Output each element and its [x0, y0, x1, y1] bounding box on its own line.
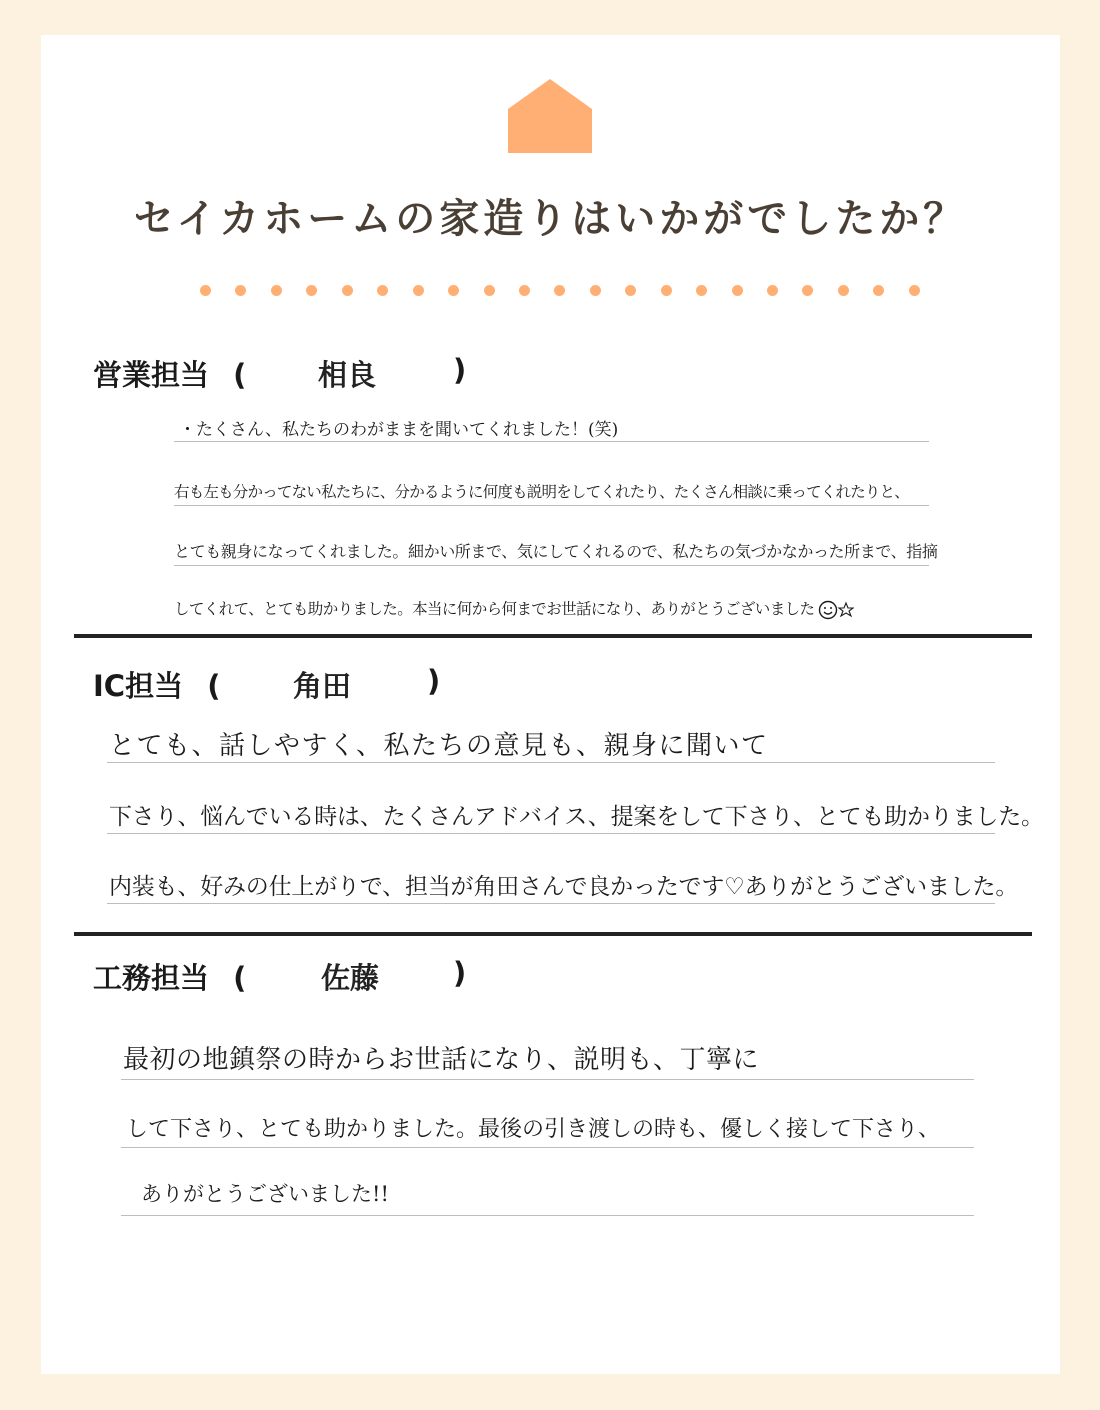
section-heading: [93, 353, 246, 394]
section-heading: [93, 664, 220, 705]
house-icon: [508, 79, 592, 153]
comment-line: 下さり、悩んでいる時は、たくさんアドバイス、提案をして下さり、とても助かりました。: [109, 804, 1044, 830]
page-title: セイカホームの家造りはいかがでしたか？: [133, 196, 968, 242]
section-divider: [74, 634, 1032, 638]
person-name: 佐藤: [321, 961, 380, 995]
role-label: 工務担当: [93, 961, 210, 995]
section-divider: [74, 932, 1032, 936]
writing-rule: [174, 565, 929, 566]
testimonial-card: [41, 35, 1060, 1374]
comment-line: とても、話しやすく、私たちの意見も、親身に聞いて: [109, 731, 769, 761]
open-paren: (: [207, 669, 221, 703]
comment-line: ・たくさん、私たちのわがままを聞いてくれました！(笑): [179, 420, 619, 440]
role-label: IC担当: [93, 669, 184, 703]
comment-line: とても親身になってくれました。細かい所まで、気にしてくれるので、私たちの気づかなかった所まで、指摘: [174, 542, 938, 561]
close-paren: ): [427, 664, 441, 698]
person-name: 角田: [293, 669, 352, 703]
comment-text: してくれて、とても助かりました。本当に何から何までお世話になり、ありがとうございました: [174, 600, 815, 618]
writing-rule: [174, 505, 929, 506]
smiley-icon: [818, 600, 854, 620]
person-name: 相良: [318, 358, 377, 392]
writing-rule: [121, 1147, 974, 1148]
writing-rule: [121, 1215, 974, 1216]
close-paren: ): [453, 353, 467, 387]
open-paren: (: [233, 961, 247, 995]
open-paren: (: [233, 358, 247, 392]
writing-rule: [121, 1079, 974, 1080]
writing-rule: [174, 441, 929, 442]
comment-line: [174, 597, 854, 620]
writing-rule: [107, 833, 995, 834]
writing-rule: [107, 762, 995, 763]
close-paren: ): [453, 956, 467, 990]
role-label: 営業担当: [93, 358, 210, 392]
dotted-divider: [200, 285, 920, 297]
comment-line: ありがとうございました!!: [141, 1182, 389, 1206]
comment-line: して下さり、とても助かりました。最後の引き渡しの時も、優しく接して下さり、: [126, 1117, 941, 1142]
section-heading: [93, 956, 246, 997]
comment-line: 右も左も分かってない私たちに、分かるように何度も説明をしてくれたり、たくさん相談に乗ってくれたりと、: [174, 483, 910, 501]
comment-line: 内装も、好みの仕上がりで、担当が角田さんで良かったです♡ありがとうございました。: [109, 874, 1019, 900]
comment-line: 最初の地鎮祭の時からお世話になり、説明も、丁寧に: [123, 1045, 760, 1075]
writing-rule: [107, 903, 995, 904]
